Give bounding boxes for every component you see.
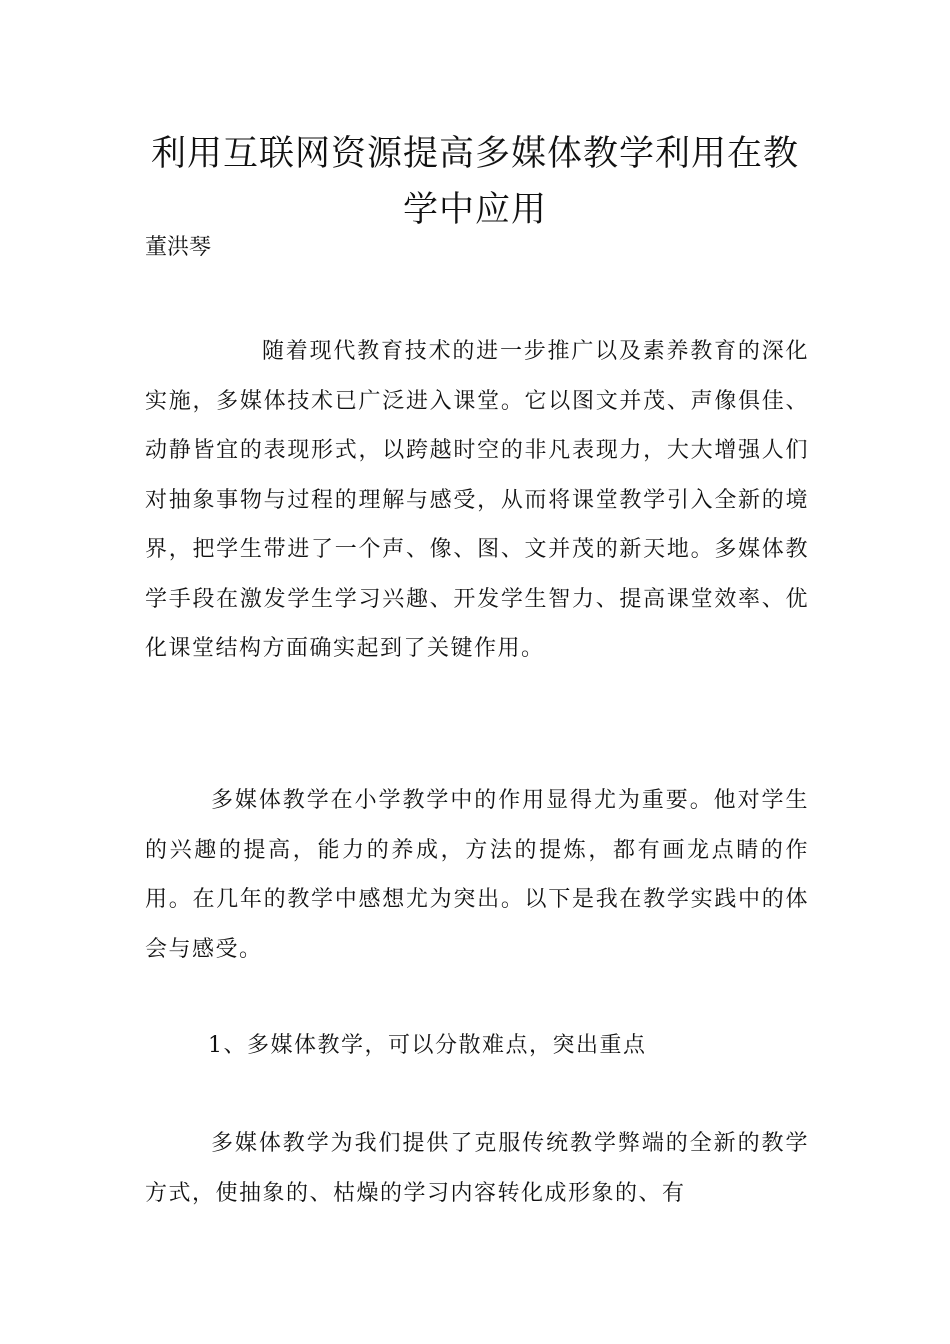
document-title: 利用互联网资源提高多媒体教学利用在教学中应用 (150, 134, 799, 230)
document-author: 董洪琴 (145, 235, 212, 260)
section-heading-1: 1、多媒体教学，可以分散难点，突出重点 (208, 1033, 647, 1058)
paragraph-importance: 多媒体教学在小学教学中的作用显得尤为重要。他对学生的兴趣的提高，能力的养成，方法的提炼，都有画龙点睛的作用。在几年的教学中感想尤为突出。以下是我在教学实践中的体会与感受。 (145, 788, 809, 962)
paragraph-section-1: 多媒体教学为我们提供了克服传统教学弊端的全新的教学方式，使抽象的、枯燥的学习内容转化成形象的、有 (145, 1131, 809, 1206)
paragraph-intro: 随着现代教育技术的进一步推广以及素养教育的深化实施，多媒体技术已广泛进入课堂。它以图文并茂、声像俱佳、动静皆宜的表现形式，以跨越时空的非凡表现力，大大增强人们对抽象事物与过程的理解与感受，从而将课堂教学引入全新的境界，把学生带进了一个声、像、图、文并茂的新天地。多媒体教学手段在激发学生学习兴趣、开发学生智力、提高课堂效率、优化课堂结构方面确实起到了关键作用。 (145, 339, 809, 661)
